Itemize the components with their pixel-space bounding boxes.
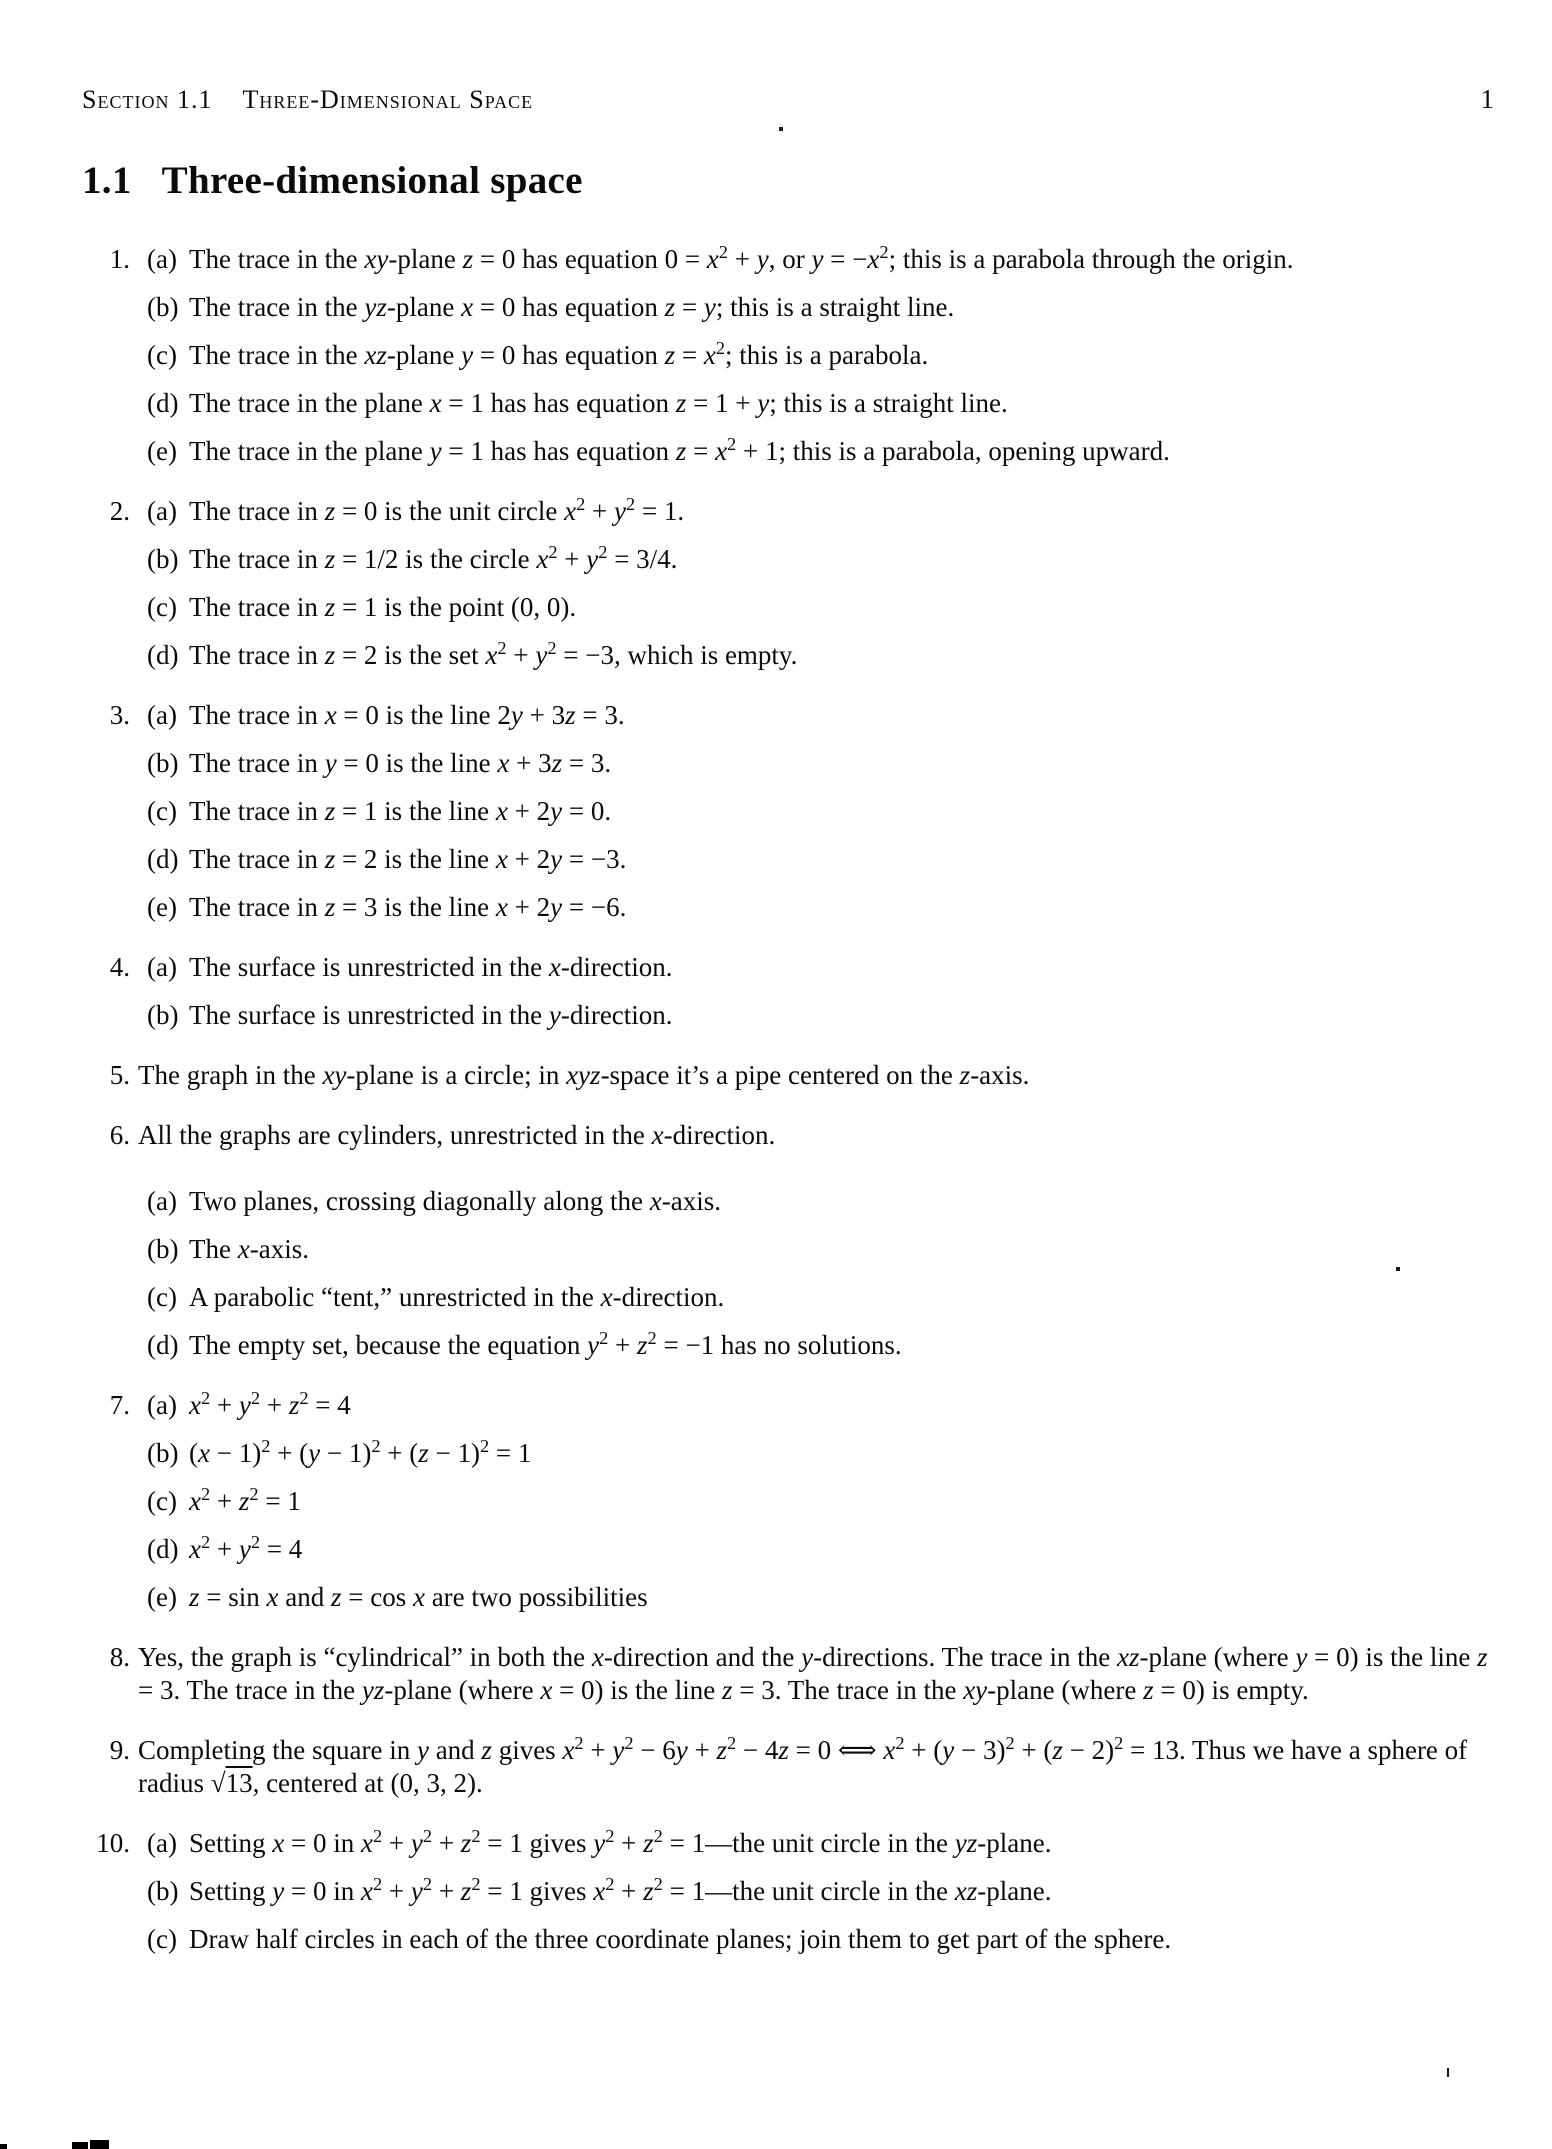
problem-part xyxy=(130,1281,1494,1314)
problem-part xyxy=(130,1533,1494,1566)
problem-part xyxy=(130,243,1494,276)
part-text: The trace in z = 1 is the point (0, 0). xyxy=(189,592,577,622)
problem-item xyxy=(82,495,1494,687)
part-text: The trace in y = 0 is the line x + 3z = 3. xyxy=(189,748,612,778)
part-label: (e) xyxy=(147,892,177,922)
problem-number: 6. xyxy=(109,1120,130,1150)
problem-item xyxy=(82,243,1494,483)
page-header xyxy=(82,84,1494,115)
problem-part xyxy=(130,951,1494,984)
problem-item xyxy=(82,1827,1494,1971)
part-text: The trace in the plane x = 1 has has equation z = 1 + y; this is a straight line. xyxy=(189,388,1008,418)
part-text: z = sin x and z = cos x are two possibilities xyxy=(189,1582,648,1612)
problem-number: 1. xyxy=(109,244,130,274)
problem-part xyxy=(130,1581,1494,1614)
part-text: Two planes, crossing diagonally along the x-axis. xyxy=(189,1186,721,1216)
problem-body xyxy=(130,1734,1494,1800)
scan-speck xyxy=(1447,2068,1449,2077)
section-number: 1.1 xyxy=(82,159,132,202)
problem-item xyxy=(82,1059,1494,1092)
problem-part xyxy=(130,543,1494,576)
part-label: (c) xyxy=(147,1486,177,1516)
problem-number: 10. xyxy=(96,1828,130,1858)
problem-item xyxy=(82,699,1494,939)
problem-part xyxy=(130,387,1494,420)
section-heading xyxy=(82,159,1494,203)
part-label: (b) xyxy=(147,1234,179,1264)
problem-item xyxy=(82,1389,1494,1629)
problem-body xyxy=(130,1059,1494,1092)
scan-speck xyxy=(779,127,783,131)
problem-part xyxy=(130,291,1494,324)
part-text: The trace in the xz-plane y = 0 has equation $z = x^2$; this is a parabola. xyxy=(189,338,929,370)
problem-body xyxy=(130,1641,1494,1707)
part-label: (b) xyxy=(147,292,179,322)
part-text: The surface is unrestricted in the y-direction. xyxy=(189,1000,673,1030)
part-label: (b) xyxy=(147,1438,179,1468)
problem-item xyxy=(82,1734,1494,1800)
problem-body xyxy=(130,243,1494,483)
part-label: (c) xyxy=(147,340,177,370)
problem-item xyxy=(82,951,1494,1047)
problem-number: 5. xyxy=(109,1060,130,1090)
part-text: The trace in x = 0 is the line 2y + 3z = 3. xyxy=(189,700,625,730)
problem-body xyxy=(130,1119,1494,1377)
part-label: (b) xyxy=(147,544,179,574)
part-text: The trace in z = 2 is the line x + 2y = −3. xyxy=(189,844,627,874)
part-label: (b) xyxy=(147,1876,179,1906)
running-head xyxy=(82,85,533,115)
part-label: (a) xyxy=(147,496,177,526)
part-label: (c) xyxy=(147,796,177,826)
part-label: (c) xyxy=(147,592,177,622)
part-text: The trace in z = 1/2 is the circle $x^2 + y^2 = 3/4$. xyxy=(189,542,678,574)
scan-artifact-mark xyxy=(0,2144,7,2149)
problem-body xyxy=(130,1389,1494,1629)
problem-body xyxy=(130,951,1494,1047)
problem-number: 2. xyxy=(109,496,130,526)
problem-text: Completing the square in y and z gives $x^2 + y^2 - 6y + z^2 - 4z = 0$ ⟺ $x^2 + (y - 3)^2 + (z - 2)^2 = 13$. Thus we have a sphere of radius √13, centered at (0, 3, 2). xyxy=(138,1733,1468,1798)
part-label: (e) xyxy=(147,436,177,466)
problem-part xyxy=(130,891,1494,924)
problem-number: 3. xyxy=(109,700,130,730)
problems-list xyxy=(82,243,1494,1971)
scan-artifact-mark xyxy=(72,2142,88,2149)
part-text: Setting y = 0 in $x^2 + y^2 + z^2 = 1$ gives $x^2 + z^2$ = 1—the unit circle in the xz-plane. xyxy=(189,1874,1052,1906)
part-label: (d) xyxy=(147,388,179,418)
part-text: Setting x = 0 in $x^2 + y^2 + z^2 = 1$ gives $y^2 + z^2$ = 1—the unit circle in the yz-plane. xyxy=(189,1826,1052,1858)
page-number: 1 xyxy=(1480,84,1494,114)
scan-artifact-mark xyxy=(90,2140,109,2149)
part-text: $(x - 1)^2 + (y - 1)^2 + (z - 1)^2 = 1$ xyxy=(189,1436,532,1468)
problem-part xyxy=(130,639,1494,672)
problem-part xyxy=(130,1437,1494,1470)
part-text: $x^2 + z^2 = 1$ xyxy=(189,1484,301,1516)
problem-text: Yes, the graph is “cylindrical” in both the x-direction and the y-directions. The trace in the xz-plane (where y = 0) is the line z = 3. The trace in the yz-plane (where x = 0) is the line z = 3. The trace in the xy-plane (where z = 0) is empty. xyxy=(138,1642,1488,1705)
running-head-section: Section 1.1 xyxy=(82,85,213,114)
running-head-title: Three-Dimensional Space xyxy=(242,85,534,114)
problem-item xyxy=(82,1641,1494,1707)
part-label: (d) xyxy=(147,1534,179,1564)
part-label: (e) xyxy=(147,1582,177,1612)
part-label: (d) xyxy=(147,844,179,874)
problem-part xyxy=(130,435,1494,468)
problem-item xyxy=(82,1119,1494,1377)
part-text: The surface is unrestricted in the x-direction. xyxy=(189,952,673,982)
part-label: (d) xyxy=(147,1330,179,1360)
part-label: (b) xyxy=(147,1000,179,1030)
part-label: (a) xyxy=(147,1828,177,1858)
problem-part xyxy=(130,1875,1494,1908)
problem-number: 8. xyxy=(109,1642,130,1672)
part-text: A parabolic “tent,” unrestricted in the x-direction. xyxy=(189,1282,725,1312)
problem-part xyxy=(130,843,1494,876)
problem-number: 9. xyxy=(109,1735,130,1765)
part-text: The trace in z = 1 is the line x + 2y = 0. xyxy=(189,796,612,826)
problem-part xyxy=(130,339,1494,372)
part-text: The x-axis. xyxy=(189,1234,309,1264)
section-title: Three-dimensional space xyxy=(161,159,583,202)
problem-text: All the graphs are cylinders, unrestricted in the x-direction. xyxy=(138,1120,776,1150)
part-text: The trace in the yz-plane x = 0 has equation z = y; this is a straight line. xyxy=(189,292,955,322)
problem-part xyxy=(130,1329,1494,1362)
part-label: (c) xyxy=(147,1282,177,1312)
problem-body xyxy=(130,495,1494,687)
part-label: (c) xyxy=(147,1924,177,1954)
part-label: (a) xyxy=(147,1186,177,1216)
scan-speck xyxy=(1396,1267,1400,1271)
part-text: $x^2 + y^2 = 4$ xyxy=(189,1532,303,1564)
problem-part xyxy=(130,747,1494,780)
problem-body xyxy=(130,699,1494,939)
part-label: (d) xyxy=(147,640,179,670)
part-label: (b) xyxy=(147,748,179,778)
problem-part xyxy=(130,1185,1494,1218)
problem-part xyxy=(130,1485,1494,1518)
problem-part xyxy=(130,495,1494,528)
problem-body xyxy=(130,1827,1494,1971)
part-text: The trace in z = 0 is the unit circle $x^2 + y^2 = 1$. xyxy=(189,494,685,526)
problem-number: 7. xyxy=(109,1390,130,1420)
part-text: The trace in z = 2 is the set $x^2 + y^2 = -3$, which is empty. xyxy=(189,638,798,670)
problem-number: 4. xyxy=(109,952,130,982)
part-text: Draw half circles in each of the three coordinate planes; join them to get part of the sphere. xyxy=(189,1924,1172,1954)
part-text: The trace in the xy-plane z = 0 has equation $0 = x^2 + y$, or $y = -x^2$; this is a parabola through the origin. xyxy=(189,242,1294,274)
problem-part xyxy=(130,999,1494,1032)
problem-part xyxy=(130,1233,1494,1266)
problem-part xyxy=(130,591,1494,624)
part-text: The trace in the plane y = 1 has has equation $z = x^2 + 1$; this is a parabola, opening upward. xyxy=(189,434,1170,466)
problem-part xyxy=(130,795,1494,828)
problem-part xyxy=(130,699,1494,732)
part-label: (a) xyxy=(147,1390,177,1420)
part-text: $x^2 + y^2 + z^2 = 4$ xyxy=(189,1388,351,1420)
part-label: (a) xyxy=(147,952,177,982)
part-label: (a) xyxy=(147,700,177,730)
problem-part xyxy=(130,1827,1494,1860)
part-text: The empty set, because the equation $y^2 + z^2 = -1$ has no solutions. xyxy=(189,1328,902,1360)
problem-part xyxy=(130,1923,1494,1956)
problem-part xyxy=(130,1389,1494,1422)
problem-text: The graph in the xy-plane is a circle; in xyz-space it’s a pipe centered on the z-axis. xyxy=(138,1060,1030,1090)
part-text: The trace in z = 3 is the line x + 2y = −6. xyxy=(189,892,627,922)
part-label: (a) xyxy=(147,244,177,274)
